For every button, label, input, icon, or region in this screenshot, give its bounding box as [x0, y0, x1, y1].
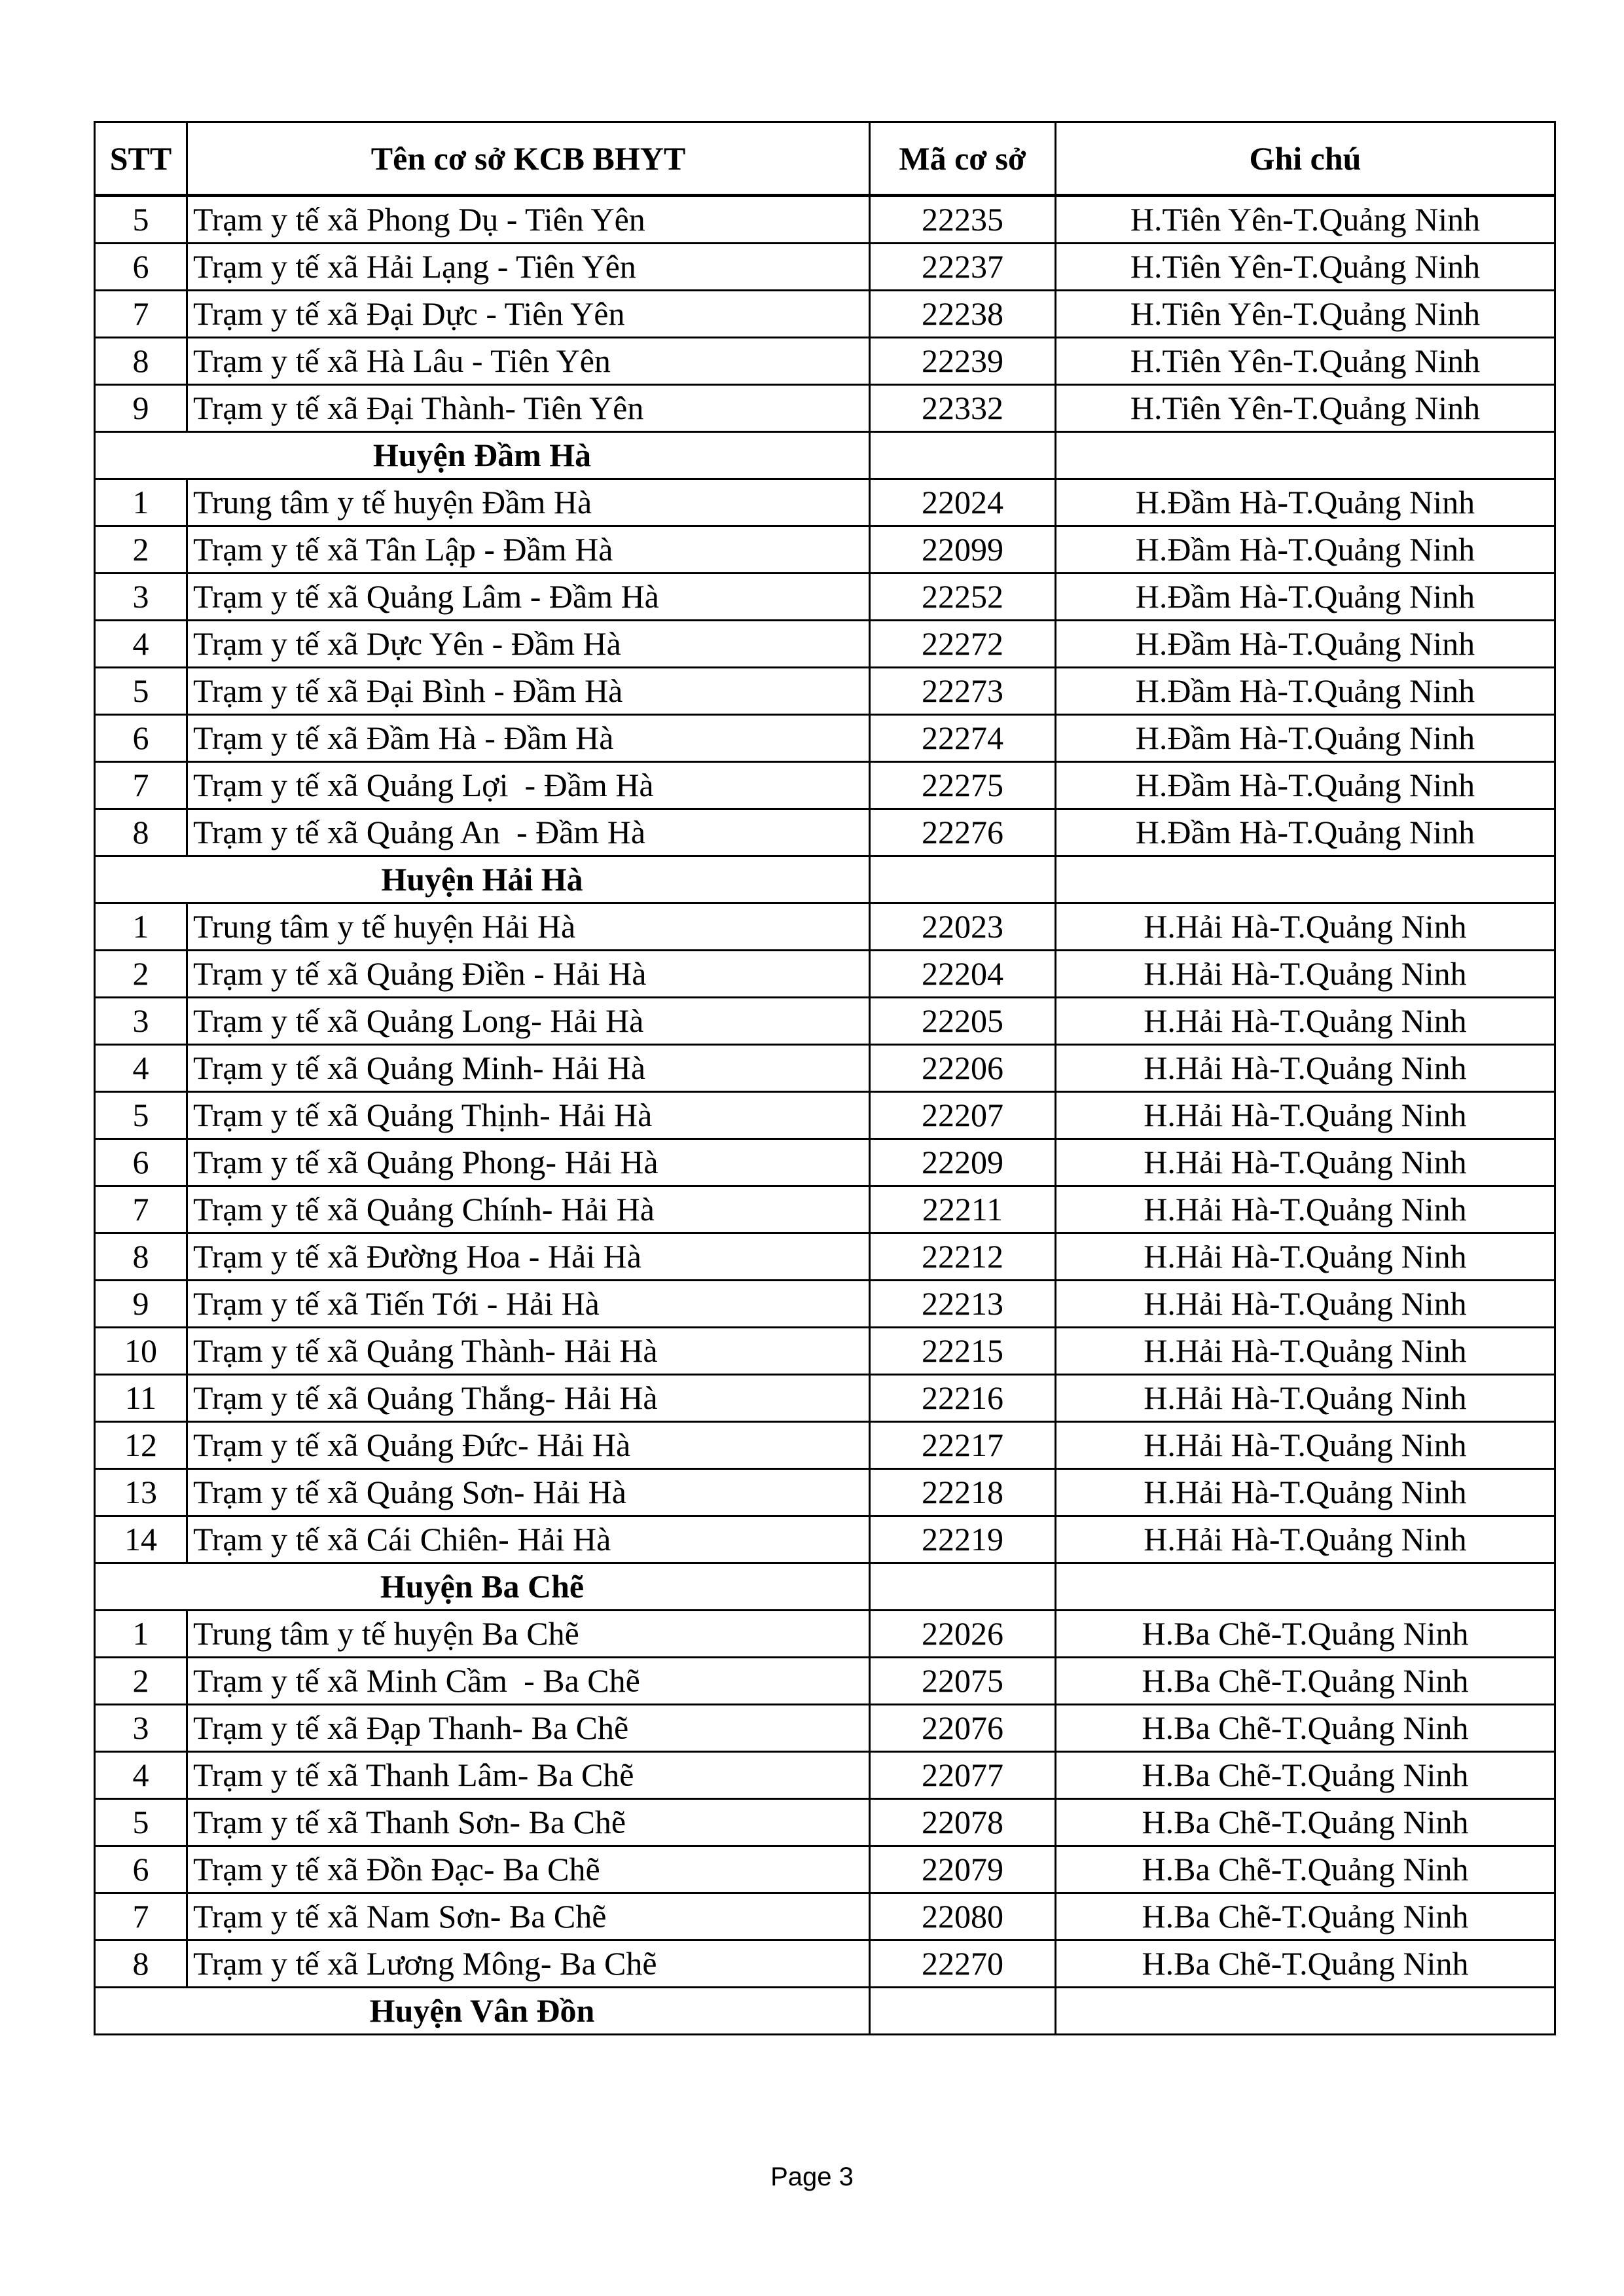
row-facility-code: 22239 [870, 338, 1056, 385]
row-note: H.Tiên Yên-T.Quảng Ninh [1056, 338, 1555, 385]
district-group-title: Huyện Hải Hà [95, 856, 870, 903]
empty-note-cell [1056, 432, 1555, 479]
row-facility-code: 22080 [870, 1893, 1056, 1941]
row-note: H.Hải Hà-T.Quảng Ninh [1056, 1328, 1555, 1375]
row-facility-name: Trạm y tế xã Quảng Long- Hải Hà [187, 998, 870, 1045]
row-facility-code: 22212 [870, 1233, 1056, 1281]
row-facility-code: 22270 [870, 1941, 1056, 1988]
row-stt: 6 [95, 715, 187, 762]
table-row [95, 1941, 1555, 1988]
table-row [95, 196, 1555, 244]
row-note: H.Ba Chẽ-T.Quảng Ninh [1056, 1752, 1555, 1799]
table-row [95, 1092, 1555, 1139]
header-facility-name: Tên cơ sở KCB BHYT [187, 122, 870, 196]
row-stt: 4 [95, 1752, 187, 1799]
row-facility-name: Trạm y tế xã Quảng Phong- Hải Hà [187, 1139, 870, 1186]
header-facility-code: Mã cơ sở [870, 122, 1056, 196]
table-row [95, 1045, 1555, 1092]
row-note: H.Tiên Yên-T.Quảng Ninh [1056, 244, 1555, 291]
row-facility-name: Trạm y tế xã Hà Lâu - Tiên Yên [187, 338, 870, 385]
row-stt: 14 [95, 1516, 187, 1563]
table-row [95, 998, 1555, 1045]
row-facility-name: Trạm y tế xã Quảng Thắng- Hải Hà [187, 1375, 870, 1422]
district-group-row [95, 856, 1555, 903]
table-row [95, 291, 1555, 338]
row-note: H.Đầm Hà-T.Quảng Ninh [1056, 621, 1555, 668]
row-note: H.Tiên Yên-T.Quảng Ninh [1056, 291, 1555, 338]
row-stt: 9 [95, 385, 187, 432]
row-facility-name: Trạm y tế xã Phong Dụ - Tiên Yên [187, 196, 870, 244]
table-row [95, 1752, 1555, 1799]
row-note: H.Hải Hà-T.Quảng Ninh [1056, 1375, 1555, 1422]
row-note: H.Hải Hà-T.Quảng Ninh [1056, 1186, 1555, 1233]
table-row [95, 1281, 1555, 1328]
empty-note-cell [1056, 856, 1555, 903]
row-note: H.Tiên Yên-T.Quảng Ninh [1056, 196, 1555, 244]
table-row [95, 1705, 1555, 1752]
row-facility-code: 22219 [870, 1516, 1056, 1563]
row-stt: 8 [95, 809, 187, 856]
row-facility-name: Trung tâm y tế huyện Hải Hà [187, 903, 870, 951]
row-facility-name: Trạm y tế xã Minh Cầm - Ba Chẽ [187, 1658, 870, 1705]
row-note: H.Hải Hà-T.Quảng Ninh [1056, 1516, 1555, 1563]
table-body [95, 196, 1555, 2035]
row-facility-name: Trạm y tế xã Dực Yên - Đầm Hà [187, 621, 870, 668]
row-facility-code: 22078 [870, 1799, 1056, 1846]
row-facility-code: 22205 [870, 998, 1056, 1045]
row-stt: 8 [95, 1941, 187, 1988]
table-row [95, 621, 1555, 668]
row-note: H.Hải Hà-T.Quảng Ninh [1056, 1422, 1555, 1469]
table-row [95, 1658, 1555, 1705]
row-note: H.Đầm Hà-T.Quảng Ninh [1056, 479, 1555, 526]
row-stt: 7 [95, 1893, 187, 1941]
row-note: H.Ba Chẽ-T.Quảng Ninh [1056, 1705, 1555, 1752]
row-facility-code: 22217 [870, 1422, 1056, 1469]
row-facility-name: Trạm y tế xã Quảng Lợi - Đầm Hà [187, 762, 870, 809]
row-note: H.Hải Hà-T.Quảng Ninh [1056, 1281, 1555, 1328]
row-facility-code: 22273 [870, 668, 1056, 715]
row-stt: 7 [95, 291, 187, 338]
table-row [95, 1139, 1555, 1186]
row-facility-code: 22023 [870, 903, 1056, 951]
row-facility-code: 22215 [870, 1328, 1056, 1375]
table-row [95, 244, 1555, 291]
row-facility-name: Trạm y tế xã Đại Dực - Tiên Yên [187, 291, 870, 338]
row-note: H.Hải Hà-T.Quảng Ninh [1056, 1092, 1555, 1139]
table-row [95, 385, 1555, 432]
row-stt: 1 [95, 1611, 187, 1658]
table-row [95, 668, 1555, 715]
table-row [95, 1893, 1555, 1941]
table-row [95, 951, 1555, 998]
empty-code-cell [870, 1563, 1056, 1611]
row-stt: 2 [95, 1658, 187, 1705]
row-note: H.Đầm Hà-T.Quảng Ninh [1056, 762, 1555, 809]
row-facility-code: 22238 [870, 291, 1056, 338]
row-facility-code: 22218 [870, 1469, 1056, 1516]
table-header [95, 122, 1555, 196]
table-row [95, 1328, 1555, 1375]
row-stt: 6 [95, 1139, 187, 1186]
row-stt: 8 [95, 338, 187, 385]
district-group-title: Huyện Đầm Hà [95, 432, 870, 479]
row-stt: 4 [95, 1045, 187, 1092]
row-facility-code: 22213 [870, 1281, 1056, 1328]
row-note: H.Hải Hà-T.Quảng Ninh [1056, 998, 1555, 1045]
row-note: H.Ba Chẽ-T.Quảng Ninh [1056, 1893, 1555, 1941]
row-facility-code: 22332 [870, 385, 1056, 432]
row-facility-name: Trạm y tế xã Quảng Minh- Hải Hà [187, 1045, 870, 1092]
row-stt: 7 [95, 762, 187, 809]
row-stt: 7 [95, 1186, 187, 1233]
row-facility-name: Trung tâm y tế huyện Ba Chẽ [187, 1611, 870, 1658]
table-row [95, 1375, 1555, 1422]
empty-note-cell [1056, 1563, 1555, 1611]
table-row [95, 1516, 1555, 1563]
row-facility-name: Trạm y tế xã Lương Mông- Ba Chẽ [187, 1941, 870, 1988]
row-facility-code: 22216 [870, 1375, 1056, 1422]
row-facility-code: 22235 [870, 196, 1056, 244]
row-facility-code: 22237 [870, 244, 1056, 291]
row-note: H.Đầm Hà-T.Quảng Ninh [1056, 809, 1555, 856]
table-row [95, 526, 1555, 574]
row-note: H.Ba Chẽ-T.Quảng Ninh [1056, 1799, 1555, 1846]
row-note: H.Đầm Hà-T.Quảng Ninh [1056, 715, 1555, 762]
row-note: H.Đầm Hà-T.Quảng Ninh [1056, 526, 1555, 574]
row-stt: 2 [95, 526, 187, 574]
table-row [95, 479, 1555, 526]
row-stt: 5 [95, 1799, 187, 1846]
row-stt: 6 [95, 244, 187, 291]
row-facility-code: 22274 [870, 715, 1056, 762]
row-facility-name: Trạm y tế xã Quảng Thành- Hải Hà [187, 1328, 870, 1375]
district-group-title: Huyện Vân Đồn [95, 1988, 870, 2035]
row-stt: 2 [95, 951, 187, 998]
row-facility-code: 22075 [870, 1658, 1056, 1705]
row-facility-name: Trạm y tế xã Đạp Thanh- Ba Chẽ [187, 1705, 870, 1752]
empty-code-cell [870, 432, 1056, 479]
row-facility-name: Trạm y tế xã Cái Chiên- Hải Hà [187, 1516, 870, 1563]
row-facility-code: 22099 [870, 526, 1056, 574]
row-facility-code: 22276 [870, 809, 1056, 856]
row-stt: 8 [95, 1233, 187, 1281]
table-row [95, 1469, 1555, 1516]
row-facility-code: 22209 [870, 1139, 1056, 1186]
row-facility-name: Trạm y tế xã Đại Bình - Đầm Hà [187, 668, 870, 715]
table-row [95, 1611, 1555, 1658]
table-row [95, 338, 1555, 385]
row-facility-name: Trạm y tế xã Quảng Sơn- Hải Hà [187, 1469, 870, 1516]
row-facility-name: Trạm y tế xã Thanh Lâm- Ba Chẽ [187, 1752, 870, 1799]
row-stt: 3 [95, 1705, 187, 1752]
row-facility-code: 22077 [870, 1752, 1056, 1799]
table-row [95, 574, 1555, 621]
table-row [95, 1422, 1555, 1469]
table-row [95, 1846, 1555, 1893]
row-stt: 10 [95, 1328, 187, 1375]
row-note: H.Hải Hà-T.Quảng Ninh [1056, 1045, 1555, 1092]
row-facility-name: Trạm y tế xã Nam Sơn- Ba Chẽ [187, 1893, 870, 1941]
row-facility-name: Trạm y tế xã Tân Lập - Đầm Hà [187, 526, 870, 574]
row-facility-code: 22206 [870, 1045, 1056, 1092]
row-stt: 9 [95, 1281, 187, 1328]
empty-code-cell [870, 856, 1056, 903]
row-facility-code: 22272 [870, 621, 1056, 668]
row-note: H.Tiên Yên-T.Quảng Ninh [1056, 385, 1555, 432]
table-row [95, 1233, 1555, 1281]
row-note: H.Ba Chẽ-T.Quảng Ninh [1056, 1846, 1555, 1893]
row-stt: 11 [95, 1375, 187, 1422]
header-note: Ghi chú [1056, 122, 1555, 196]
row-stt: 1 [95, 903, 187, 951]
row-facility-name: Trạm y tế xã Quảng Thịnh- Hải Hà [187, 1092, 870, 1139]
district-group-row [95, 432, 1555, 479]
row-stt: 1 [95, 479, 187, 526]
row-note: H.Ba Chẽ-T.Quảng Ninh [1056, 1941, 1555, 1988]
district-group-row [95, 1563, 1555, 1611]
empty-note-cell [1056, 1988, 1555, 2035]
row-facility-name: Trạm y tế xã Đầm Hà - Đầm Hà [187, 715, 870, 762]
row-facility-name: Trạm y tế xã Quảng An - Đầm Hà [187, 809, 870, 856]
empty-code-cell [870, 1988, 1056, 2035]
row-note: H.Hải Hà-T.Quảng Ninh [1056, 1469, 1555, 1516]
row-stt: 5 [95, 196, 187, 244]
district-group-title: Huyện Ba Chẽ [95, 1563, 870, 1611]
row-facility-name: Trạm y tế xã Đường Hoa - Hải Hà [187, 1233, 870, 1281]
header-stt: STT [95, 122, 187, 196]
row-facility-code: 22079 [870, 1846, 1056, 1893]
table-row [95, 1799, 1555, 1846]
table-row [95, 809, 1555, 856]
row-stt: 3 [95, 574, 187, 621]
row-note: H.Hải Hà-T.Quảng Ninh [1056, 1139, 1555, 1186]
row-facility-name: Trạm y tế xã Thanh Sơn- Ba Chẽ [187, 1799, 870, 1846]
row-facility-code: 22026 [870, 1611, 1056, 1658]
row-stt: 6 [95, 1846, 187, 1893]
row-note: H.Hải Hà-T.Quảng Ninh [1056, 951, 1555, 998]
table-row [95, 1186, 1555, 1233]
row-facility-code: 22275 [870, 762, 1056, 809]
row-facility-name: Trạm y tế xã Quảng Chính- Hải Hà [187, 1186, 870, 1233]
row-facility-name: Trung tâm y tế huyện Đầm Hà [187, 479, 870, 526]
row-facility-code: 22211 [870, 1186, 1056, 1233]
table-row [95, 903, 1555, 951]
table-row [95, 715, 1555, 762]
row-facility-name: Trạm y tế xã Quảng Đức- Hải Hà [187, 1422, 870, 1469]
row-facility-code: 22207 [870, 1092, 1056, 1139]
facility-table [94, 121, 1556, 2035]
row-stt: 12 [95, 1422, 187, 1469]
row-facility-name: Trạm y tế xã Hải Lạng - Tiên Yên [187, 244, 870, 291]
row-stt: 5 [95, 668, 187, 715]
row-stt: 3 [95, 998, 187, 1045]
row-facility-name: Trạm y tế xã Đại Thành- Tiên Yên [187, 385, 870, 432]
row-facility-code: 22076 [870, 1705, 1056, 1752]
row-facility-name: Trạm y tế xã Tiến Tới - Hải Hà [187, 1281, 870, 1328]
table-row [95, 762, 1555, 809]
row-facility-code: 22204 [870, 951, 1056, 998]
row-stt: 4 [95, 621, 187, 668]
row-note: H.Hải Hà-T.Quảng Ninh [1056, 903, 1555, 951]
row-note: H.Ba Chẽ-T.Quảng Ninh [1056, 1611, 1555, 1658]
row-facility-code: 22024 [870, 479, 1056, 526]
district-group-row [95, 1988, 1555, 2035]
row-facility-name: Trạm y tế xã Quảng Lâm - Đầm Hà [187, 574, 870, 621]
row-note: H.Ba Chẽ-T.Quảng Ninh [1056, 1658, 1555, 1705]
page-number: Page 3 [770, 2162, 854, 2191]
row-note: H.Đầm Hà-T.Quảng Ninh [1056, 574, 1555, 621]
row-stt: 13 [95, 1469, 187, 1516]
row-stt: 5 [95, 1092, 187, 1139]
row-facility-name: Trạm y tế xã Đồn Đạc- Ba Chẽ [187, 1846, 870, 1893]
row-note: H.Đầm Hà-T.Quảng Ninh [1056, 668, 1555, 715]
header-row [95, 122, 1555, 196]
row-facility-name: Trạm y tế xã Quảng Điền - Hải Hà [187, 951, 870, 998]
row-note: H.Hải Hà-T.Quảng Ninh [1056, 1233, 1555, 1281]
row-facility-code: 22252 [870, 574, 1056, 621]
